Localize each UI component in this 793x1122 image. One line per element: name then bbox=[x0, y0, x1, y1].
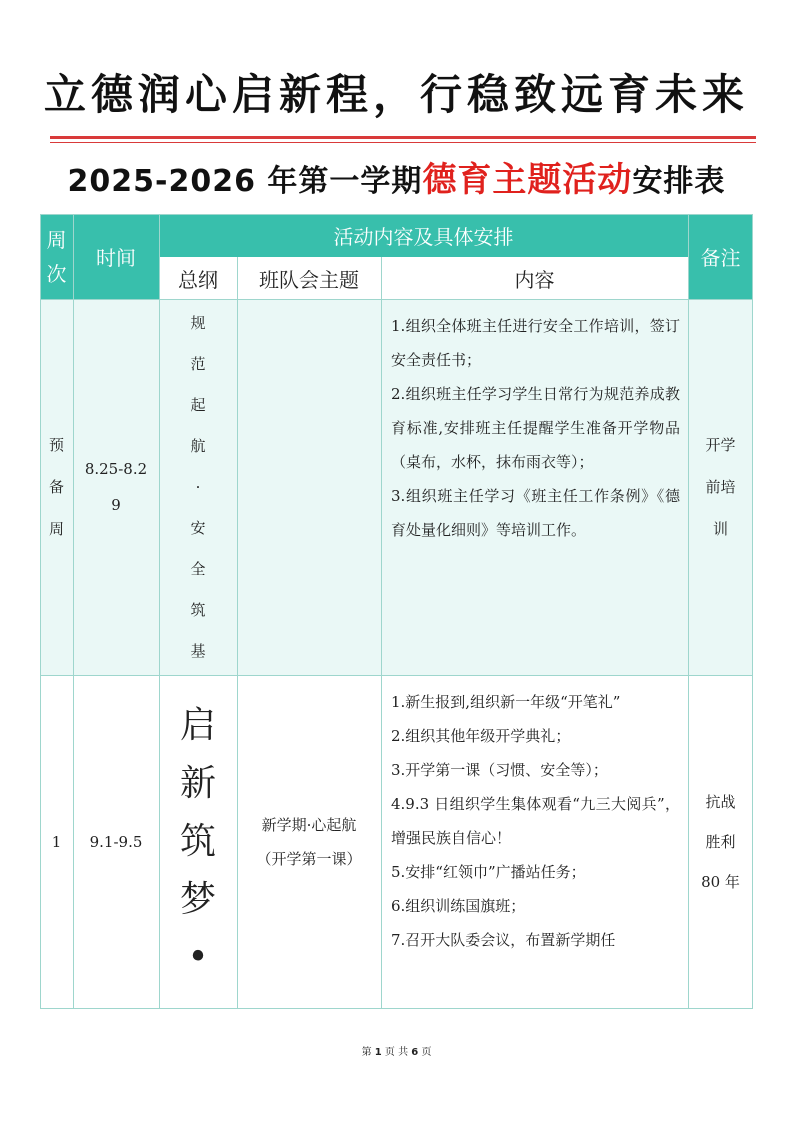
header-content: 内容 bbox=[381, 257, 688, 299]
content-item: 1.新生报到,组织新一年级“开笔礼” bbox=[391, 693, 621, 711]
time-text: 8.25-8.29 bbox=[84, 460, 148, 514]
header-week-char: 周 bbox=[46, 227, 67, 252]
remark-line: 前培 bbox=[705, 478, 736, 496]
row-prep-week-remark bbox=[688, 299, 753, 675]
grid-line bbox=[40, 299, 753, 300]
outline-char: 梦 bbox=[179, 879, 216, 920]
title-rule-thick bbox=[50, 136, 756, 139]
content-item: 3.组织班主任学习《班主任工作条例》《德育处量化细则》等培训工作。 bbox=[391, 487, 680, 539]
outline-char: 安 bbox=[190, 518, 206, 537]
grid-line bbox=[40, 675, 753, 676]
outline-char: 新 bbox=[179, 763, 216, 804]
footer-mid: 页 共 bbox=[384, 1047, 409, 1058]
footer-total: 6 bbox=[411, 1047, 419, 1058]
row-prep-week-time bbox=[73, 299, 159, 675]
row-week-1-remark bbox=[688, 675, 753, 1009]
content-item: 2.组织班主任学习学生日常行为规范养成教育标准,安排班主任提醒学生准备开学物品（桌布，水杯，抹布雨衣等）； bbox=[391, 385, 680, 471]
header-outline: 总纲 bbox=[159, 257, 237, 299]
grid-line bbox=[73, 214, 74, 1009]
week-char: 预 bbox=[48, 436, 64, 454]
grid-line bbox=[237, 257, 238, 1009]
grid-line bbox=[40, 1008, 753, 1009]
row-prep-week-content bbox=[381, 299, 688, 675]
outline-char: 全 bbox=[190, 559, 206, 578]
grid-line bbox=[688, 214, 689, 1009]
row-week-1-theme bbox=[237, 675, 381, 1009]
content-item: 1.组织全体班主任进行安全工作培训，签订安全责任书； bbox=[391, 317, 680, 369]
content-item: 5.安排“红领巾”广播站任务； bbox=[391, 863, 586, 881]
content-item: 7.召开大队委会议，布置新学期任 bbox=[391, 931, 616, 949]
remark-line: 训 bbox=[712, 520, 728, 538]
outline-char: 筑 bbox=[179, 821, 216, 862]
title-rule-thin bbox=[50, 142, 756, 143]
row-week-1-number bbox=[40, 675, 73, 1009]
content-item: 4.9.3 日组织学生集体观看“九三大阅兵”，增强民族自信心！ bbox=[391, 795, 680, 847]
row-week-1-outline bbox=[159, 675, 237, 1009]
week-char: 周 bbox=[48, 520, 64, 538]
content-item: 3.开学第一课（习惯、安全等）； bbox=[391, 761, 608, 779]
page-footer bbox=[0, 1043, 793, 1058]
remark-line: 开学 bbox=[705, 436, 736, 454]
footer-post: 页 bbox=[421, 1047, 432, 1058]
week-char: 1 bbox=[51, 833, 62, 851]
header-remark: 备注 bbox=[688, 214, 753, 299]
subtitle-prefix: 2025-2026 年第一学期 bbox=[67, 164, 423, 199]
theme-text: 新学期·心起航（开学第一课） bbox=[256, 816, 362, 868]
outline-char: 基 bbox=[190, 641, 206, 660]
outline-char: 规 bbox=[190, 313, 206, 332]
outline-char: 起 bbox=[190, 395, 206, 414]
row-week-1-content bbox=[381, 675, 688, 1009]
document-title: 立德润心启新程，行稳致远育未来 bbox=[43, 70, 749, 119]
content-item: 6.组织训练国旗班； bbox=[391, 897, 526, 915]
header-week-char: 次 bbox=[46, 261, 67, 286]
outline-char: · bbox=[195, 477, 201, 496]
outline-char: 筑 bbox=[190, 600, 206, 619]
outline-char: • bbox=[187, 937, 209, 978]
grid-line bbox=[381, 257, 382, 1009]
grid-line bbox=[40, 214, 41, 1009]
subtitle-highlight: 德育主题活动 bbox=[422, 160, 633, 200]
outline-char: 范 bbox=[190, 354, 206, 373]
content-item: 2.组织其他年级开学典礼； bbox=[391, 727, 571, 745]
grid-line bbox=[752, 214, 753, 1009]
footer-page: 1 bbox=[374, 1047, 382, 1058]
grid-line bbox=[159, 257, 688, 258]
grid-line bbox=[159, 214, 160, 1009]
footer-pre: 第 bbox=[361, 1047, 372, 1058]
outline-char: 启 bbox=[179, 705, 216, 746]
week-char: 备 bbox=[48, 478, 64, 496]
row-prep-week-theme bbox=[237, 299, 381, 675]
header-time: 时间 bbox=[73, 214, 159, 299]
subtitle-suffix: 安排表 bbox=[632, 164, 726, 199]
header-theme: 班队会主题 bbox=[237, 257, 381, 299]
row-week-1-time: 9.1-9.5 bbox=[89, 833, 143, 851]
document-subtitle bbox=[0, 152, 793, 201]
header-week bbox=[40, 214, 73, 299]
outline-char: 航 bbox=[190, 436, 206, 455]
header-activity: 活动内容及具体安排 bbox=[159, 214, 688, 257]
remark-line: 80 年 bbox=[701, 873, 740, 891]
row-prep-week-number bbox=[40, 299, 73, 675]
remark-line: 抗战 bbox=[705, 793, 736, 811]
row-prep-week-outline bbox=[159, 299, 237, 675]
remark-line: 胜利 bbox=[705, 833, 736, 851]
grid-line bbox=[40, 214, 753, 215]
